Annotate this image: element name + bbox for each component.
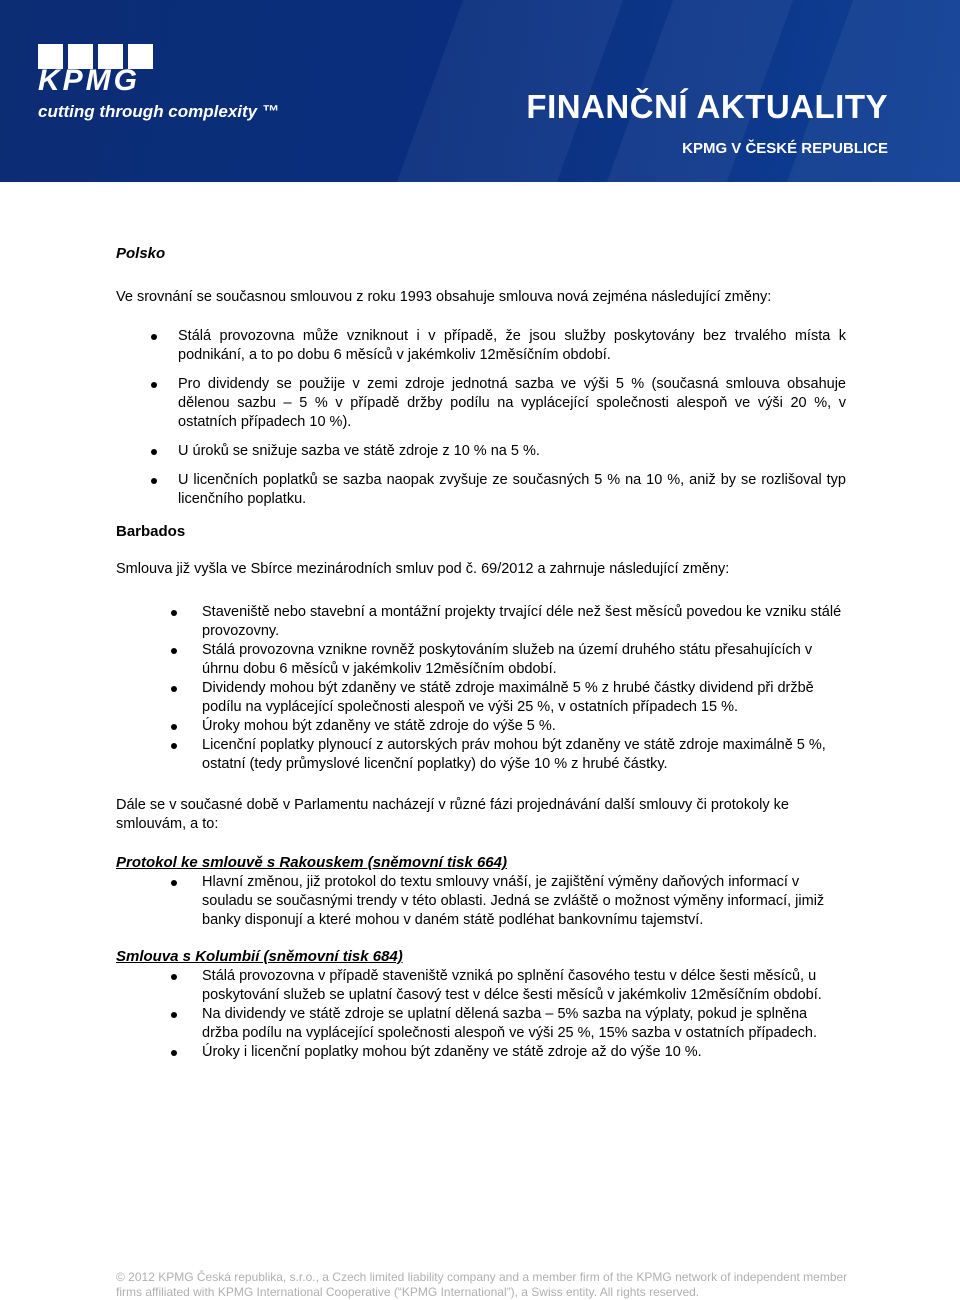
section-heading-kolumbie: Smlouva s Kolumbií (sněmovní tisk 684) [116, 948, 403, 965]
bullet-icon [171, 880, 177, 886]
list-item [116, 967, 846, 1005]
polsko-intro: Ve srovnání se současnou smlouvou z roku 1993 obsahuje smlouva nová zejména následující změny: [116, 289, 772, 305]
bullet-icon [171, 974, 177, 980]
barbados-intro: Smlouva již vyšla ve Sbírce mezinárodních smluv pod č. 69/2012 a zahrnuje následující změny: [116, 561, 730, 577]
rakousko-list [116, 873, 846, 930]
bullet-icon [171, 743, 177, 749]
list-item [116, 375, 846, 432]
list-item-text: Úroky mohou být zdaněny ve státě zdroje do výše 5 %. [202, 718, 556, 734]
list-item-text: U licenčních poplatků se sazba naopak zvyšuje ze současných 5 % na 10 %, aniž by se rozlišoval typ licenčního poplatku. [178, 472, 846, 507]
list-item-text: U úroků se snižuje sazba ve státě zdroje z 10 % na 5 %. [178, 443, 540, 459]
section-heading-polsko: Polsko [116, 245, 166, 262]
copyright-footer: © 2012 KPMG Česká republika, s.r.o., a Czech limited liability company and a member firm of the KPMG network of independent member firms affiliated with KPMG International Cooperative (“KPMG International”), a Swiss entity. All rights reserved. [116, 1270, 848, 1299]
list-item [116, 1043, 846, 1062]
list-item [116, 679, 846, 717]
logo-tagline: cutting through complexity ™ [38, 102, 279, 121]
bullet-icon [171, 610, 177, 616]
parliament-intro: Dále se v současné době v Parlamentu nacházejí v různé fázi projednávání další smlouvy či protokoly ke smlouvám, a to: [116, 797, 789, 832]
list-item [116, 471, 846, 509]
logo-wordmark: KPMG [38, 64, 140, 97]
bullet-icon [171, 1050, 177, 1056]
header-banner [0, 0, 960, 182]
document-body [116, 245, 846, 1062]
kpmg-logo [38, 44, 279, 121]
barbados-list [116, 603, 846, 774]
bullet-icon [171, 686, 177, 692]
list-item [116, 603, 846, 641]
list-item-text: Stálá provozovna vznikne rovněž poskytováním služeb na území druhého státu přesahujících v úhrnu dobu 6 měsíců v jakémkoliv 12měsíčním období. [202, 642, 813, 677]
banner-subtitle: KPMG V ČESKÉ REPUBLICE [682, 140, 888, 157]
bullet-icon [151, 382, 157, 388]
list-item [116, 641, 846, 679]
list-item-text: Licenční poplatky plynoucí z autorských práv mohou být zdaněny ve státě zdroje maximálně 5 %, ostatní (tedy průmyslové licenční poplatky) do výše 10 % z hrubé částky. [202, 737, 826, 772]
section-heading-barbados: Barbados [116, 523, 186, 540]
list-item-text: Staveniště nebo stavební a montážní projekty trvající déle než šest měsíců povedou ke vzniku stálé provozovny. [202, 604, 842, 639]
bullet-icon [171, 648, 177, 654]
list-item [116, 873, 846, 930]
list-item-text: Úroky i licenční poplatky mohou být zdaněny ve státě zdroje až do výše 10 %. [202, 1044, 702, 1060]
list-item-text: Stálá provozovna v případě staveniště vzniká po splnění časového testu v délce šesti měsíců, u poskytování služeb se uplatní časový test v délce šesti měsíců v jakémkoliv 12měsíčním období. [202, 968, 822, 1003]
bullet-icon [151, 334, 157, 340]
list-item [116, 736, 846, 774]
list-item-text: Hlavní změnou, již protokol do textu smlouvy vnáší, je zajištění výměny daňových informací v souladu se současnými trendy v této oblasti. Jedná se zvláště o možnost výměny informací, jimiž banky disponují a které mohou v daném státě podléhat bankovnímu tajemství. [202, 874, 825, 928]
list-item [116, 1005, 846, 1043]
bullet-icon [171, 1012, 177, 1018]
list-item-text: Pro dividendy se použije v zemi zdroje jednotná sazba ve výši 5 % (současná smlouva obsahuje dělenou sazbu – 5 % v případě držby podílu na vyplácející společnosti alespoň ve výši 20 %, v ostatních případech 10 %). [178, 376, 846, 430]
section-heading-rakousko: Protokol ke smlouvě s Rakouskem (sněmovní tisk 664) [116, 854, 507, 871]
banner-title: FINANČNÍ AKTUALITY [526, 88, 888, 125]
list-item [116, 327, 846, 365]
list-item-text: Dividendy mohou být zdaněny ve státě zdroje maximálně 5 % z hrubé částky dividend při držbě podílu na vyplácející společnosti alespoň ve výši 25 %, v ostatních případech 15 %. [202, 680, 814, 715]
list-item [116, 717, 846, 736]
bullet-icon [151, 449, 157, 455]
bullet-icon [171, 724, 177, 730]
bullet-icon [151, 478, 157, 484]
polsko-list [116, 327, 846, 509]
list-item [116, 442, 846, 461]
list-item-text: Stálá provozovna může vzniknout i v případě, že jsou služby poskytovány bez trvalého místa k podnikání, a to po dobu 6 měsíců v jakémkoliv 12měsíčním období. [178, 328, 846, 363]
list-item-text: Na dividendy ve státě zdroje se uplatní dělená sazba – 5% sazba na výplaty, pokud je splněna držba podílu na vyplácející společnosti alespoň ve výši 25 %, 15% sazba v ostatních případech. [202, 1006, 817, 1041]
kolumbie-list [116, 967, 846, 1062]
